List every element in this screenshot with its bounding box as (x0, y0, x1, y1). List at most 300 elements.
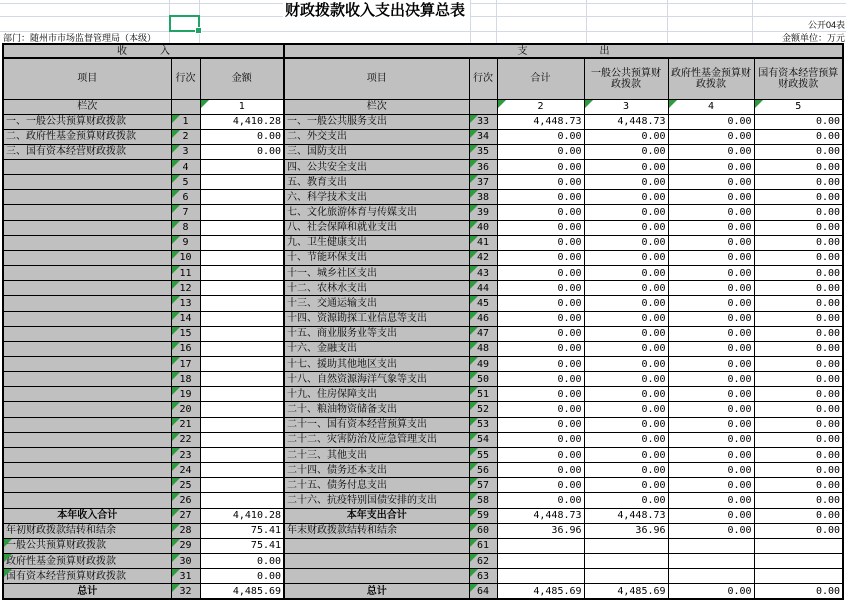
income-row-number-cell[interactable]: 28 (171, 523, 200, 538)
expenditure-item-label[interactable]: 十一、城乡社区支出 (284, 266, 469, 281)
income-amount-cell[interactable] (200, 402, 284, 417)
expenditure-row-number-cell[interactable]: 46 (469, 311, 497, 326)
expenditure-row-number-cell[interactable]: 60 (469, 523, 497, 538)
income-row-number-cell[interactable]: 20 (171, 402, 200, 417)
income-item-label[interactable]: 一般公共预算财政拨款 (3, 538, 171, 553)
expenditure-govfund-cell[interactable]: 0.00 (668, 129, 754, 144)
expenditure-statecapital-cell[interactable]: 0.00 (754, 584, 843, 599)
income-amount-cell[interactable]: 0.00 (200, 554, 284, 569)
expenditure-statecapital-cell[interactable]: 0.00 (754, 463, 843, 478)
expenditure-general-budget-cell[interactable]: 0.00 (584, 478, 668, 493)
expenditure-colnum-5[interactable]: 5 (754, 99, 843, 114)
expenditure-row-number-cell[interactable]: 44 (469, 281, 497, 296)
income-section-header[interactable]: 收入 (3, 44, 284, 58)
income-item-label[interactable] (3, 296, 171, 311)
expenditure-total-cell[interactable]: 0.00 (497, 144, 584, 159)
expenditure-general-budget-cell[interactable]: 0.00 (584, 235, 668, 250)
expenditure-row-number-cell[interactable]: 42 (469, 250, 497, 265)
expenditure-item-label[interactable]: 三、国防支出 (284, 144, 469, 159)
expenditure-row-number-cell[interactable]: 47 (469, 326, 497, 341)
expenditure-govfund-cell[interactable]: 0.00 (668, 402, 754, 417)
income-item-label[interactable]: 一、一般公共预算财政拨款 (3, 114, 171, 129)
expenditure-total-cell[interactable]: 0.00 (497, 311, 584, 326)
expenditure-total-cell[interactable]: 0.00 (497, 478, 584, 493)
expenditure-general-budget-cell[interactable]: 36.96 (584, 523, 668, 538)
income-item-label[interactable] (3, 432, 171, 447)
expenditure-statecapital-cell[interactable] (754, 554, 843, 569)
income-row-number-cell[interactable]: 10 (171, 250, 200, 265)
expenditure-govfund-cell[interactable]: 0.00 (668, 220, 754, 235)
income-row-number-cell[interactable]: 16 (171, 341, 200, 356)
expenditure-govfund-cell[interactable]: 0.00 (668, 584, 754, 599)
expenditure-item-label[interactable]: 七、文化旅游体育与传媒支出 (284, 205, 469, 220)
expenditure-total-cell[interactable]: 0.00 (497, 372, 584, 387)
income-amount-cell[interactable] (200, 296, 284, 311)
expenditure-statecapital-cell[interactable]: 0.00 (754, 296, 843, 311)
expenditure-general-budget-cell[interactable] (584, 538, 668, 553)
expenditure-item-label[interactable]: 五、教育支出 (284, 175, 469, 190)
expenditure-general-budget-cell[interactable]: 0.00 (584, 402, 668, 417)
income-item-label[interactable]: 本年收入合计 (3, 508, 171, 523)
expenditure-statecapital-cell[interactable]: 0.00 (754, 447, 843, 462)
expenditure-general-budget-cell[interactable]: 0.00 (584, 372, 668, 387)
income-row-number-cell[interactable]: 3 (171, 144, 200, 159)
expenditure-govfund-cell[interactable]: 0.00 (668, 311, 754, 326)
income-row-number-cell[interactable]: 11 (171, 266, 200, 281)
expenditure-statecapital-cell[interactable]: 0.00 (754, 114, 843, 129)
income-amount-cell[interactable] (200, 205, 284, 220)
expenditure-item-label[interactable]: 总计 (284, 584, 469, 599)
expenditure-item-label[interactable]: 本年支出合计 (284, 508, 469, 523)
income-item-label[interactable] (3, 281, 171, 296)
expenditure-general-budget-cell[interactable]: 0.00 (584, 129, 668, 144)
income-item-label[interactable] (3, 235, 171, 250)
expenditure-total-cell[interactable]: 0.00 (497, 387, 584, 402)
expenditure-general-budget-cell[interactable]: 0.00 (584, 387, 668, 402)
expenditure-total-cell[interactable]: 0.00 (497, 250, 584, 265)
income-item-label[interactable]: 总计 (3, 584, 171, 599)
income-item-label[interactable]: 政府性基金预算财政拨款 (3, 554, 171, 569)
income-amount-cell[interactable] (200, 432, 284, 447)
expenditure-govfund-cell[interactable]: 0.00 (668, 417, 754, 432)
expenditure-general-budget-cell[interactable]: 0.00 (584, 326, 668, 341)
expenditure-row-number-cell[interactable]: 40 (469, 220, 497, 235)
income-row-number-cell[interactable]: 31 (171, 569, 200, 584)
expenditure-lanci-label[interactable]: 栏次 (284, 99, 469, 114)
income-item-label[interactable]: 二、政府性基金预算财政拨款 (3, 129, 171, 144)
expenditure-general-budget-cell[interactable]: 4,448.73 (584, 508, 668, 523)
expenditure-general-budget-cell[interactable]: 0.00 (584, 463, 668, 478)
expenditure-general-budget-cell[interactable]: 0.00 (584, 159, 668, 174)
expenditure-row-number-cell[interactable]: 37 (469, 175, 497, 190)
expenditure-govfund-cell[interactable]: 0.00 (668, 159, 754, 174)
expenditure-total-cell[interactable]: 0.00 (497, 296, 584, 311)
expenditure-item-label[interactable] (284, 569, 469, 584)
expenditure-statecapital-column-header[interactable]: 国有资本经营预算财政拨款 (754, 58, 843, 99)
income-amount-cell[interactable] (200, 220, 284, 235)
expenditure-statecapital-cell[interactable] (754, 538, 843, 553)
expenditure-govfund-cell[interactable]: 0.00 (668, 493, 754, 508)
expenditure-general-budget-cell[interactable]: 0.00 (584, 281, 668, 296)
expenditure-govfund-cell[interactable]: 0.00 (668, 114, 754, 129)
income-amount-cell[interactable]: 0.00 (200, 144, 284, 159)
expenditure-statecapital-cell[interactable]: 0.00 (754, 175, 843, 190)
expenditure-item-label[interactable]: 八、社会保障和就业支出 (284, 220, 469, 235)
expenditure-total-cell[interactable]: 0.00 (497, 159, 584, 174)
income-row-number-cell[interactable]: 13 (171, 296, 200, 311)
income-row-number-cell[interactable]: 32 (171, 584, 200, 599)
income-amount-cell[interactable] (200, 250, 284, 265)
income-item-label[interactable] (3, 341, 171, 356)
income-item-label[interactable] (3, 175, 171, 190)
income-row-number-cell[interactable]: 21 (171, 417, 200, 432)
income-item-label[interactable] (3, 402, 171, 417)
income-row-number-cell[interactable]: 15 (171, 326, 200, 341)
income-item-label[interactable]: 三、国有资本经营财政拨款 (3, 144, 171, 159)
expenditure-total-cell[interactable]: 0.00 (497, 281, 584, 296)
expenditure-row-number-cell[interactable]: 41 (469, 235, 497, 250)
expenditure-row-number-cell[interactable]: 45 (469, 296, 497, 311)
income-item-label[interactable] (3, 311, 171, 326)
income-item-label[interactable] (3, 417, 171, 432)
income-row-number-cell[interactable]: 27 (171, 508, 200, 523)
expenditure-item-label[interactable] (284, 538, 469, 553)
expenditure-general-budget-cell[interactable]: 0.00 (584, 266, 668, 281)
expenditure-govfund-cell[interactable]: 0.00 (668, 190, 754, 205)
expenditure-statecapital-cell[interactable]: 0.00 (754, 523, 843, 538)
income-row-number-cell[interactable]: 8 (171, 220, 200, 235)
expenditure-row-number-cell[interactable]: 52 (469, 402, 497, 417)
income-item-label[interactable] (3, 493, 171, 508)
expenditure-statecapital-cell[interactable]: 0.00 (754, 417, 843, 432)
expenditure-item-label[interactable]: 六、科学技术支出 (284, 190, 469, 205)
income-row-number-cell[interactable]: 23 (171, 447, 200, 462)
income-item-label[interactable] (3, 357, 171, 372)
expenditure-statecapital-cell[interactable]: 0.00 (754, 387, 843, 402)
expenditure-statecapital-cell[interactable]: 0.00 (754, 250, 843, 265)
income-row-number-cell[interactable]: 7 (171, 205, 200, 220)
expenditure-item-label[interactable]: 九、卫生健康支出 (284, 235, 469, 250)
income-amount-cell[interactable] (200, 190, 284, 205)
expenditure-total-cell[interactable]: 0.00 (497, 266, 584, 281)
expenditure-item-label[interactable]: 一、一般公共服务支出 (284, 114, 469, 129)
expenditure-statecapital-cell[interactable]: 0.00 (754, 311, 843, 326)
expenditure-row-number-cell[interactable]: 51 (469, 387, 497, 402)
expenditure-item-label[interactable]: 十七、援助其他地区支出 (284, 357, 469, 372)
income-colnum-1[interactable]: 1 (200, 99, 284, 114)
expenditure-statecapital-cell[interactable] (754, 569, 843, 584)
income-item-label[interactable] (3, 159, 171, 174)
expenditure-row-number-cell[interactable]: 34 (469, 129, 497, 144)
expenditure-statecapital-cell[interactable]: 0.00 (754, 220, 843, 235)
expenditure-total-cell[interactable]: 0.00 (497, 175, 584, 190)
expenditure-row-number-cell[interactable]: 48 (469, 341, 497, 356)
expenditure-general-budget-column-header[interactable]: 一般公共预算财政拨款 (584, 58, 668, 99)
expenditure-govfund-cell[interactable]: 0.00 (668, 281, 754, 296)
expenditure-govfund-cell[interactable]: 0.00 (668, 372, 754, 387)
expenditure-item-label[interactable] (284, 554, 469, 569)
expenditure-general-budget-cell[interactable]: 0.00 (584, 220, 668, 235)
expenditure-item-label[interactable]: 二十一、国有资本经营预算支出 (284, 417, 469, 432)
income-row-number-cell[interactable]: 2 (171, 129, 200, 144)
expenditure-total-cell[interactable]: 0.00 (497, 463, 584, 478)
income-row-number-cell[interactable]: 22 (171, 432, 200, 447)
expenditure-statecapital-cell[interactable]: 0.00 (754, 372, 843, 387)
expenditure-general-budget-cell[interactable]: 0.00 (584, 493, 668, 508)
income-item-column-header[interactable]: 项目 (3, 58, 171, 99)
expenditure-item-label[interactable]: 十、节能环保支出 (284, 250, 469, 265)
income-row-number-cell[interactable]: 18 (171, 372, 200, 387)
income-row-number-cell[interactable]: 14 (171, 311, 200, 326)
expenditure-govfund-cell[interactable]: 0.00 (668, 447, 754, 462)
income-lanci-label[interactable]: 栏次 (3, 99, 171, 114)
expenditure-govfund-cell[interactable] (668, 554, 754, 569)
income-amount-cell[interactable]: 75.41 (200, 538, 284, 553)
expenditure-total-cell[interactable]: 0.00 (497, 205, 584, 220)
expenditure-general-budget-cell[interactable]: 0.00 (584, 205, 668, 220)
expenditure-general-budget-cell[interactable]: 4,485.69 (584, 584, 668, 599)
expenditure-statecapital-cell[interactable]: 0.00 (754, 159, 843, 174)
income-amount-cell[interactable] (200, 357, 284, 372)
expenditure-total-cell[interactable]: 0.00 (497, 129, 584, 144)
expenditure-row-number-cell[interactable]: 64 (469, 584, 497, 599)
income-item-label[interactable] (3, 387, 171, 402)
expenditure-total-cell[interactable]: 4,448.73 (497, 508, 584, 523)
expenditure-item-label[interactable]: 十六、金融支出 (284, 341, 469, 356)
expenditure-section-header[interactable]: 支出 (284, 44, 843, 58)
expenditure-total-cell[interactable]: 0.00 (497, 326, 584, 341)
expenditure-total-cell[interactable]: 0.00 (497, 447, 584, 462)
expenditure-govfund-cell[interactable]: 0.00 (668, 463, 754, 478)
expenditure-general-budget-cell[interactable]: 0.00 (584, 357, 668, 372)
expenditure-statecapital-cell[interactable]: 0.00 (754, 402, 843, 417)
expenditure-total-cell[interactable] (497, 569, 584, 584)
expenditure-statecapital-cell[interactable]: 0.00 (754, 357, 843, 372)
income-item-label[interactable] (3, 220, 171, 235)
income-lanci-blank[interactable] (171, 99, 200, 114)
income-amount-column-header[interactable]: 金额 (200, 58, 284, 99)
fill-handle[interactable] (195, 27, 202, 34)
expenditure-total-cell[interactable]: 4,485.69 (497, 584, 584, 599)
expenditure-general-budget-cell[interactable]: 0.00 (584, 417, 668, 432)
income-row-number-cell[interactable]: 24 (171, 463, 200, 478)
expenditure-total-cell[interactable]: 0.00 (497, 493, 584, 508)
expenditure-item-label[interactable]: 二十四、债务还本支出 (284, 463, 469, 478)
expenditure-govfund-cell[interactable]: 0.00 (668, 478, 754, 493)
income-amount-cell[interactable] (200, 311, 284, 326)
expenditure-statecapital-cell[interactable]: 0.00 (754, 326, 843, 341)
expenditure-govfund-cell[interactable]: 0.00 (668, 250, 754, 265)
expenditure-item-label[interactable]: 十二、农林水支出 (284, 281, 469, 296)
expenditure-statecapital-cell[interactable]: 0.00 (754, 129, 843, 144)
expenditure-row-number-cell[interactable]: 54 (469, 432, 497, 447)
income-row-number-cell[interactable]: 12 (171, 281, 200, 296)
income-row-number-cell[interactable]: 9 (171, 235, 200, 250)
expenditure-total-cell[interactable]: 4,448.73 (497, 114, 584, 129)
income-item-label[interactable] (3, 326, 171, 341)
income-item-label[interactable] (3, 372, 171, 387)
expenditure-row-number-cell[interactable]: 50 (469, 372, 497, 387)
expenditure-total-column-header[interactable]: 合计 (497, 58, 584, 99)
expenditure-item-label[interactable]: 十九、住房保障支出 (284, 387, 469, 402)
expenditure-govfund-cell[interactable]: 0.00 (668, 144, 754, 159)
expenditure-govfund-cell[interactable]: 0.00 (668, 235, 754, 250)
expenditure-govfund-cell[interactable] (668, 569, 754, 584)
expenditure-statecapital-cell[interactable]: 0.00 (754, 205, 843, 220)
income-item-label[interactable] (3, 205, 171, 220)
expenditure-total-cell[interactable] (497, 538, 584, 553)
selected-cell[interactable] (169, 15, 200, 32)
expenditure-general-budget-cell[interactable]: 0.00 (584, 447, 668, 462)
income-amount-cell[interactable] (200, 281, 284, 296)
income-item-label[interactable]: 年初财政拨款结转和结余 (3, 523, 171, 538)
expenditure-statecapital-cell[interactable]: 0.00 (754, 432, 843, 447)
income-item-label[interactable]: 国有资本经营预算财政拨款 (3, 569, 171, 584)
expenditure-row-number-cell[interactable]: 39 (469, 205, 497, 220)
income-amount-cell[interactable] (200, 387, 284, 402)
expenditure-statecapital-cell[interactable]: 0.00 (754, 266, 843, 281)
income-row-number-cell[interactable]: 26 (171, 493, 200, 508)
income-row-number-cell[interactable]: 30 (171, 554, 200, 569)
expenditure-statecapital-cell[interactable]: 0.00 (754, 341, 843, 356)
expenditure-row-number-cell[interactable]: 58 (469, 493, 497, 508)
income-row-number-cell[interactable]: 6 (171, 190, 200, 205)
income-row-number-cell[interactable]: 19 (171, 387, 200, 402)
income-amount-cell[interactable] (200, 463, 284, 478)
expenditure-row-number-cell[interactable]: 61 (469, 538, 497, 553)
expenditure-general-budget-cell[interactable]: 0.00 (584, 250, 668, 265)
expenditure-row-number-cell[interactable]: 56 (469, 463, 497, 478)
expenditure-statecapital-cell[interactable]: 0.00 (754, 235, 843, 250)
expenditure-row-number-cell[interactable]: 35 (469, 144, 497, 159)
income-amount-cell[interactable] (200, 235, 284, 250)
income-row-number-cell[interactable]: 4 (171, 159, 200, 174)
expenditure-item-label[interactable]: 二十二、灾害防治及应急管理支出 (284, 432, 469, 447)
expenditure-item-label[interactable]: 十三、交通运输支出 (284, 296, 469, 311)
expenditure-row-number-cell[interactable]: 63 (469, 569, 497, 584)
income-row-number-cell[interactable]: 25 (171, 478, 200, 493)
income-amount-cell[interactable]: 0.00 (200, 129, 284, 144)
expenditure-item-label[interactable]: 四、公共安全支出 (284, 159, 469, 174)
expenditure-general-budget-cell[interactable]: 4,448.73 (584, 114, 668, 129)
expenditure-total-cell[interactable]: 0.00 (497, 357, 584, 372)
expenditure-row-number-cell[interactable]: 55 (469, 447, 497, 462)
income-amount-cell[interactable] (200, 372, 284, 387)
expenditure-item-label[interactable]: 十四、资源勘探工业信息等支出 (284, 311, 469, 326)
expenditure-govfund-cell[interactable]: 0.00 (668, 341, 754, 356)
expenditure-colnum-4[interactable]: 4 (668, 99, 754, 114)
income-amount-cell[interactable] (200, 341, 284, 356)
expenditure-govfund-cell[interactable]: 0.00 (668, 296, 754, 311)
income-amount-cell[interactable]: 4,485.69 (200, 584, 284, 599)
expenditure-rownum-column-header[interactable]: 行次 (469, 58, 497, 99)
expenditure-row-number-cell[interactable]: 43 (469, 266, 497, 281)
expenditure-item-label[interactable]: 二十三、其他支出 (284, 447, 469, 462)
expenditure-row-number-cell[interactable]: 59 (469, 508, 497, 523)
income-amount-cell[interactable] (200, 493, 284, 508)
income-item-label[interactable] (3, 190, 171, 205)
expenditure-total-cell[interactable]: 0.00 (497, 341, 584, 356)
expenditure-item-label[interactable]: 二十、粮油物资储备支出 (284, 402, 469, 417)
income-amount-cell[interactable] (200, 326, 284, 341)
income-amount-cell[interactable] (200, 478, 284, 493)
expenditure-general-budget-cell[interactable]: 0.00 (584, 432, 668, 447)
expenditure-govfund-cell[interactable]: 0.00 (668, 387, 754, 402)
expenditure-total-cell[interactable] (497, 554, 584, 569)
expenditure-general-budget-cell[interactable]: 0.00 (584, 341, 668, 356)
income-row-number-cell[interactable]: 5 (171, 175, 200, 190)
expenditure-total-cell[interactable]: 0.00 (497, 432, 584, 447)
income-item-label[interactable] (3, 463, 171, 478)
expenditure-govfund-cell[interactable]: 0.00 (668, 523, 754, 538)
expenditure-row-number-cell[interactable]: 57 (469, 478, 497, 493)
income-rownum-column-header[interactable]: 行次 (171, 58, 200, 99)
expenditure-colnum-2[interactable]: 2 (497, 99, 584, 114)
expenditure-colnum-3[interactable]: 3 (584, 99, 668, 114)
expenditure-general-budget-cell[interactable]: 0.00 (584, 190, 668, 205)
expenditure-lanci-blank[interactable] (469, 99, 497, 114)
expenditure-row-number-cell[interactable]: 53 (469, 417, 497, 432)
expenditure-total-cell[interactable]: 0.00 (497, 220, 584, 235)
income-row-number-cell[interactable]: 1 (171, 114, 200, 129)
expenditure-general-budget-cell[interactable] (584, 554, 668, 569)
expenditure-statecapital-cell[interactable]: 0.00 (754, 190, 843, 205)
income-row-number-cell[interactable]: 17 (171, 357, 200, 372)
expenditure-item-label[interactable]: 二十五、债务付息支出 (284, 478, 469, 493)
income-amount-cell[interactable] (200, 417, 284, 432)
expenditure-govfund-cell[interactable]: 0.00 (668, 266, 754, 281)
expenditure-govfund-cell[interactable]: 0.00 (668, 326, 754, 341)
expenditure-statecapital-cell[interactable]: 0.00 (754, 493, 843, 508)
expenditure-row-number-cell[interactable]: 38 (469, 190, 497, 205)
expenditure-govfund-cell[interactable] (668, 538, 754, 553)
income-amount-cell[interactable] (200, 266, 284, 281)
expenditure-row-number-cell[interactable]: 36 (469, 159, 497, 174)
expenditure-statecapital-cell[interactable]: 0.00 (754, 478, 843, 493)
expenditure-total-cell[interactable]: 0.00 (497, 417, 584, 432)
expenditure-statecapital-cell[interactable]: 0.00 (754, 281, 843, 296)
expenditure-general-budget-cell[interactable]: 0.00 (584, 311, 668, 326)
income-amount-cell[interactable] (200, 175, 284, 190)
expenditure-statecapital-cell[interactable]: 0.00 (754, 508, 843, 523)
expenditure-general-budget-cell[interactable]: 0.00 (584, 144, 668, 159)
income-item-label[interactable] (3, 478, 171, 493)
expenditure-item-column-header[interactable]: 项目 (284, 58, 469, 99)
expenditure-govfund-cell[interactable]: 0.00 (668, 508, 754, 523)
expenditure-item-label[interactable]: 十五、商业服务业等支出 (284, 326, 469, 341)
expenditure-item-label[interactable]: 二、外交支出 (284, 129, 469, 144)
income-amount-cell[interactable]: 4,410.28 (200, 114, 284, 129)
expenditure-item-label[interactable]: 二十六、抗疫特别国债安排的支出 (284, 493, 469, 508)
expenditure-general-budget-cell[interactable]: 0.00 (584, 175, 668, 190)
expenditure-total-cell[interactable]: 0.00 (497, 235, 584, 250)
expenditure-item-label[interactable]: 年末财政拨款结转和结余 (284, 523, 469, 538)
expenditure-govfund-column-header[interactable]: 政府性基金预算财政拨款 (668, 58, 754, 99)
income-amount-cell[interactable]: 75.41 (200, 523, 284, 538)
expenditure-govfund-cell[interactable]: 0.00 (668, 175, 754, 190)
expenditure-statecapital-cell[interactable]: 0.00 (754, 144, 843, 159)
income-item-label[interactable] (3, 250, 171, 265)
expenditure-general-budget-cell[interactable]: 0.00 (584, 296, 668, 311)
income-item-label[interactable] (3, 447, 171, 462)
income-amount-cell[interactable] (200, 447, 284, 462)
expenditure-row-number-cell[interactable]: 62 (469, 554, 497, 569)
income-amount-cell[interactable] (200, 159, 284, 174)
expenditure-total-cell[interactable]: 36.96 (497, 523, 584, 538)
expenditure-total-cell[interactable]: 0.00 (497, 190, 584, 205)
expenditure-govfund-cell[interactable]: 0.00 (668, 357, 754, 372)
income-row-number-cell[interactable]: 29 (171, 538, 200, 553)
